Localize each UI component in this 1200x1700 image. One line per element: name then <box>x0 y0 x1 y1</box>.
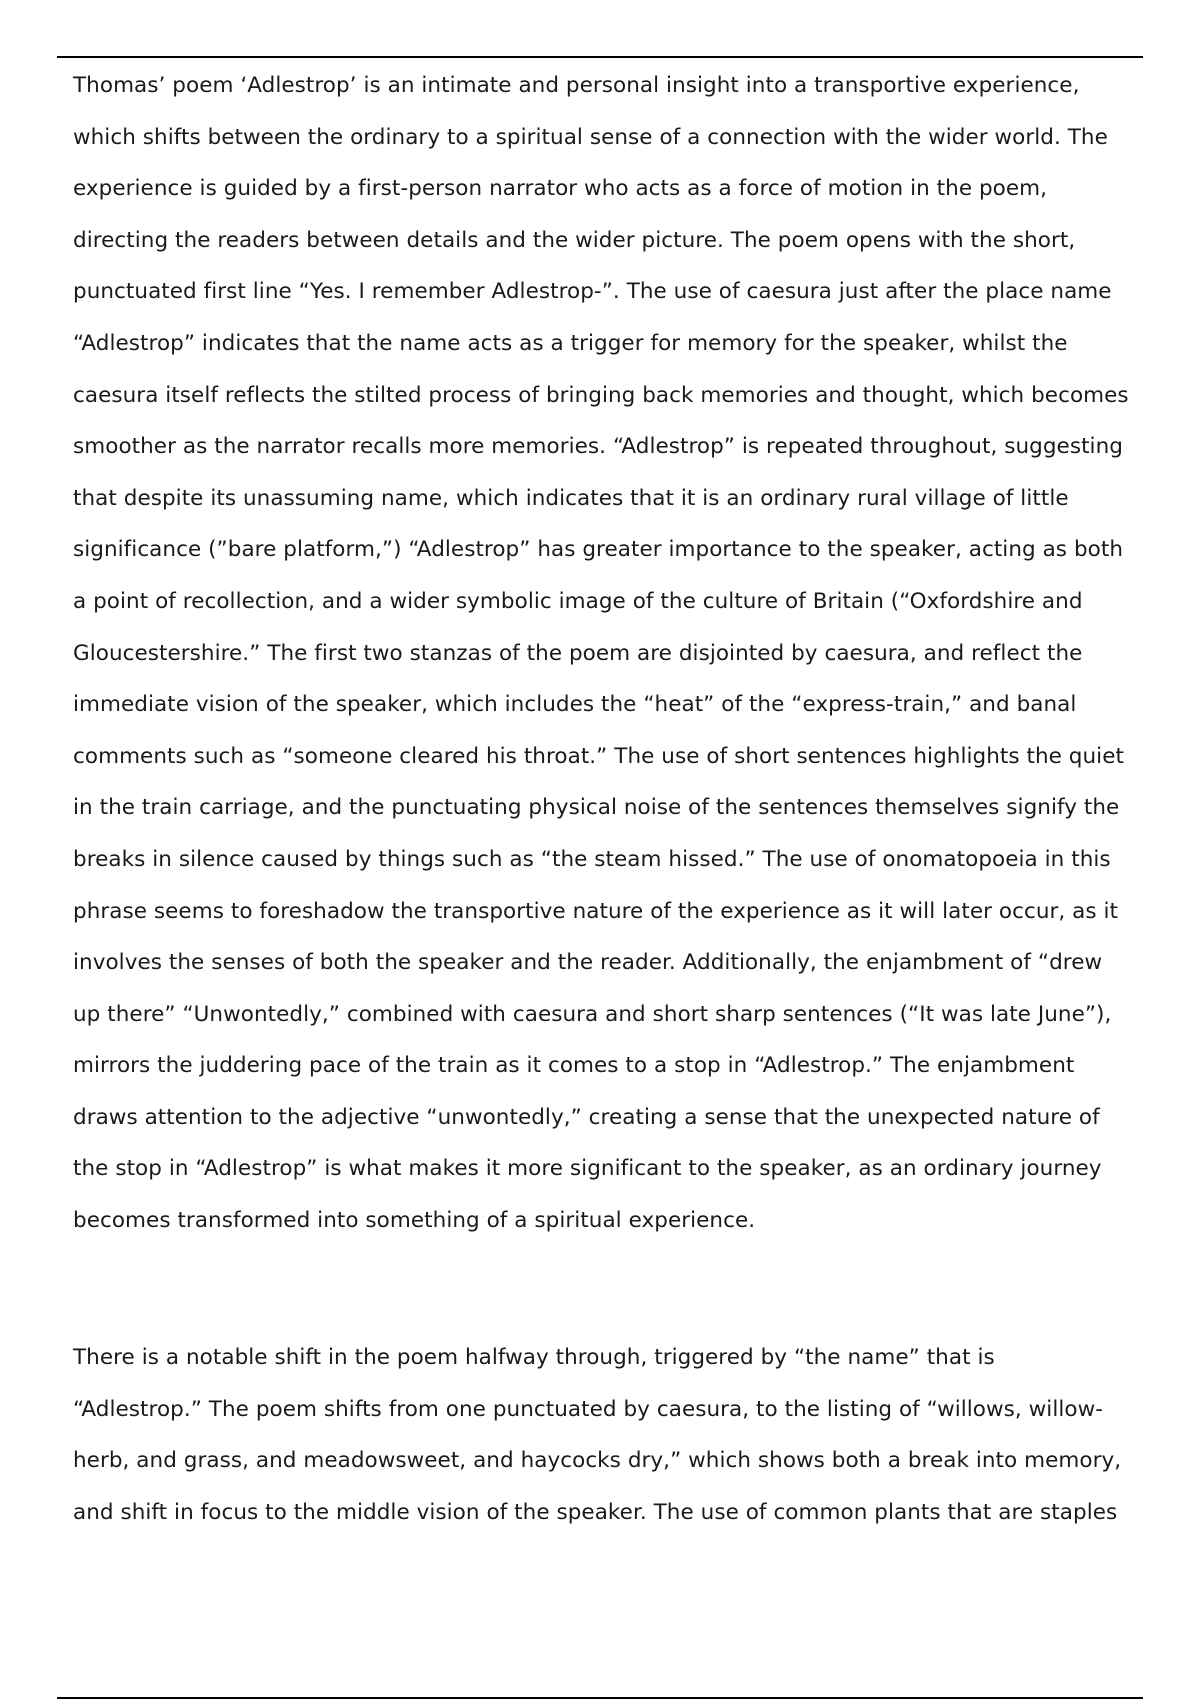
top-rule <box>57 56 1143 58</box>
text-line: Thomas’ poem ‘Adlestrop’ is an intimate and personal insight into a transportive experience, <box>73 73 1080 98</box>
text-line: directing the readers between details and the wider picture. The poem opens with the short, <box>73 227 1076 253</box>
text-line: a point of recollection, and a wider symbolic image of the culture of Britain (“Oxfordshire and <box>73 588 1083 614</box>
bottom-rule <box>57 1697 1143 1699</box>
text-line: “Adlestrop.” The poem shifts from one punctuated by caesura, to the listing of “willows, willow- <box>73 1396 1104 1422</box>
text-line: and shift in focus to the middle vision of the speaker. The use of common plants that are staples <box>73 1499 1118 1525</box>
text-line: herb, and grass, and meadowsweet, and haycocks dry,” which shows both a break into memory, <box>73 1448 1122 1474</box>
text-line: caesura itself reflects the stilted process of bringing back memories and thought, which becomes <box>73 382 1129 408</box>
text-line: comments such as “someone cleared his throat.” The use of short sentences highlights the quiet <box>73 743 1124 769</box>
text-line: in the train carriage, and the punctuating physical noise of the sentences themselves signify the <box>73 795 1120 821</box>
text-line: phrase seems to foreshadow the transportive nature of the experience as it will later occur, as it <box>73 898 1119 924</box>
text-line: There is a notable shift in the poem halfway through, triggered by “the name” that is <box>73 1345 995 1370</box>
text-line: mirrors the juddering pace of the train as it comes to a stop in “Adlestrop.” The enjambment <box>73 1053 1075 1079</box>
paragraph-2 <box>73 1332 1173 1538</box>
text-line: Gloucestershire.” The first two stanzas of the poem are disjointed by caesura, and reflect the <box>73 640 1083 666</box>
text-line: experience is guided by a first-person narrator who acts as a force of motion in the poem, <box>73 176 1048 202</box>
text-line: up there” “Unwontedly,” combined with caesura and short sharp sentences (“It was late June”), <box>73 1001 1112 1027</box>
text-line: immediate vision of the speaker, which includes the “heat” of the “express-train,” and banal <box>73 692 1077 718</box>
text-line: punctuated first line “Yes. I remember Adlestrop-”. The use of caesura just after the place name <box>73 279 1112 305</box>
text-line: that despite its unassuming name, which indicates that it is an ordinary rural village of little <box>73 485 1069 511</box>
text-line: breaks in silence caused by things such as “the steam hissed.” The use of onomatopoeia in this <box>73 846 1111 872</box>
text-line: becomes transformed into something of a spiritual experience. <box>73 1208 756 1234</box>
text-line: draws attention to the adjective “unwontedly,” creating a sense that the unexpected nature of <box>73 1104 1100 1130</box>
text-line: involves the senses of both the speaker and the reader. Additionally, the enjambment of “drew <box>73 950 1103 976</box>
text-line: “Adlestrop” indicates that the name acts as a trigger for memory for the speaker, whilst the <box>73 330 1068 356</box>
text-line: significance (”bare platform,”) “Adlestrop” has greater importance to the speaker, acting as both <box>73 537 1124 563</box>
paragraph-1 <box>73 60 1173 1247</box>
text-line: smoother as the narrator recalls more memories. “Adlestrop” is repeated throughout, suggesting <box>73 434 1123 460</box>
text-line: which shifts between the ordinary to a spiritual sense of a connection with the wider world. The <box>73 124 1108 150</box>
text-line: the stop in “Adlestrop” is what makes it more significant to the speaker, as an ordinary journey <box>73 1156 1102 1182</box>
